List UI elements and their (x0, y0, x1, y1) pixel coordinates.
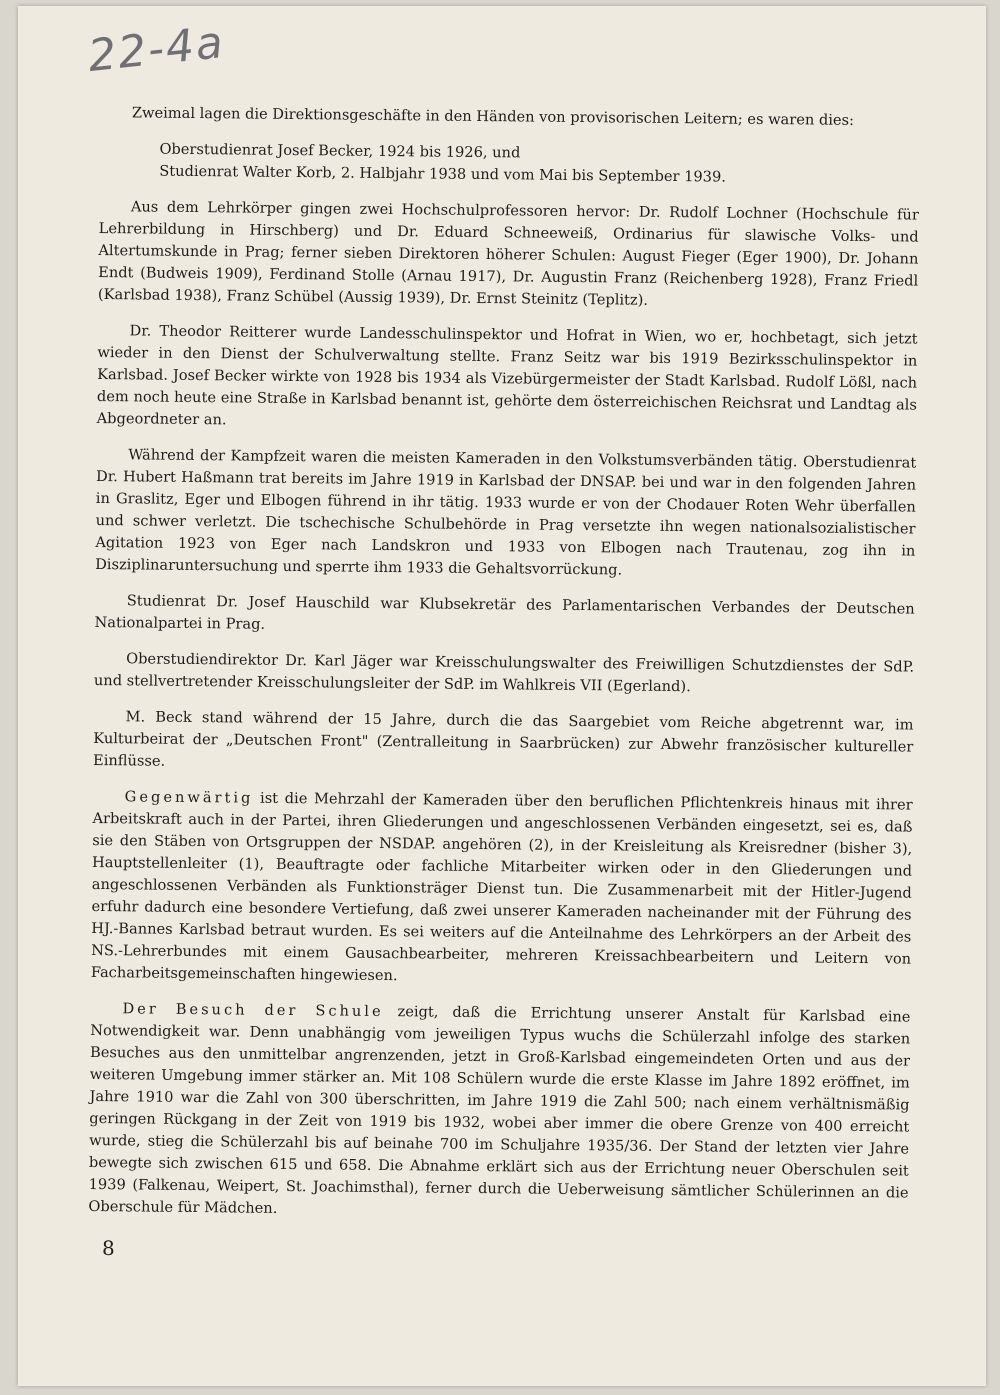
document-page (18, 6, 986, 1386)
paragraph-kampfzeit: Während der Kampfzeit waren die meisten Kameraden in den Volkstumsverbänden tätig. Oberstudienrat Dr. Hubert Haßmann trat bereits im Jahre 1919 in Karlsbad der DNSAP. bei und war in den folgenden Jahren in Graslitz, Eger und Elbogen führend in ihr tätig. 1933 wurde er von der Chodauer Roten Wehr überfallen und schwer verletzt. Die tschechische Schulbehörde in Prag versetzte ihn wegen nationalsozialistischer Agitation 1923 von Eger nach Landskron und 1933 von Elbogen nach Trautenau, zog ihn in Disziplinaruntersuchung und sperrte ihm 1933 die Gehaltsvorrückung. (95, 446, 917, 579)
handwritten-annotation: 22-4a (85, 16, 228, 83)
body-text (88, 102, 920, 1241)
paragraph-text: zeigt, daß die Errichtung unserer Anstalt für Karlsbad eine Notwendigkeit war. Denn unabhängig vom jeweiligen Typus wuchs die Schülerzahl infolge des starken Besuches aus den unmittelbar angrenzenden, jetzt in Groß-Karlsbad eingemeindeten Orten und aus der weiteren Umgebung immer stärker an. Mit 108 Schülern wurde die erste Klasse im Jahre 1892 eröffnet, im Jahre 1910 war die Zahl von 300 überschritten, im Jahre 1919 die Zahl 500; nach einem verhältnismäßig geringen Rückgang in der Zeit von 1919 bis 1932, wobei aber immer die obere Grenze von 400 erreicht wurde, stieg die Schülerzahl bis auf beinahe 700 im Schuljahre 1935/36. Der Stand der letzten vier Jahre bewegte sich zwischen 615 und 658. Die Abnahme erklärt sich aus der Errichtung neuer Oberschulen seit 1939 (Falkenau, Weipert, St. Joachimsthal), ferner durch die Ueberweisung sämtlicher Schülerinnen an die Oberschule für Mädchen. (88, 1003, 911, 1217)
list-item-korb: Studienrat Walter Korb, 2. Halbjahr 1938 und vom Mai bis September 1939. (159, 162, 727, 186)
paragraph-gegenwaertig (91, 786, 913, 993)
paragraph-professors: Aus dem Lehrkörper gingen zwei Hochschulprofessoren hervor: Dr. Rudolf Lochner (Hochschule für Lehrerbildung in Hirschberg) und Dr. Eduard Schneeweiß, Ordinarius für slawische Volks- und Altertumskunde in Prag; ferner sieben Direktoren höherer Schulen: August Fieger (Eger 1900), Dr. Johann Endt (Budweis 1909), Ferdinand Stolle (Arnau 1917), Dr. Augustin Franz (Reichenberg 1928), Franz Friedl (Karlsbad 1938), Franz Schübel (Aussig 1939), Dr. Ernst Steinitz (Teplitz). (97, 198, 919, 309)
spaced-lead-word: Gegenwärtig (124, 788, 254, 807)
paragraph-beck: M. Beck stand während der 15 Jahre, durch die das Saargebiet vom Reiche abgetrennt war, im Kulturbeirat der „Deutschen Front" (Zentralleitung in Saarbrücken) zur Abwehr französischer kultureller Einflüsse. (93, 708, 914, 770)
paragraph-jaeger: Oberstudiendirektor Dr. Karl Jäger war Kreisschulungswalter des Freiwilligen Schutzdienstes der SdP. und stellvertretender Kreisschulungsleiter der SdP. im Wahlkreis VII (Egerland). (93, 650, 915, 696)
paragraph-provisional-leaders: Zweimal lagen die Direktionsgeschäfte in den Händen von provisorischen Leitern; es waren dies: (131, 104, 855, 129)
spaced-lead-phrase: Der Besuch der Schule (122, 1000, 384, 1021)
paragraph-reitterer: Dr. Theodor Reitterer wurde Landesschulinspektor und Hofrat in Wien, wo er, hochbetagt, sich jetzt wieder in den Dienst der Schulverwaltung stellte. Franz Seitz war bis 1919 Bezirksschulinspektor in Karlsbad. Josef Becker wirkte von 1928 bis 1934 als Vizebürgermeister der Stadt Karlsbad. Rudolf Lößl, nach dem noch heute eine Straße in Karlsbad benannt ist, gehörte dem österreichischen Reichsrat und Landtag als Abgeordneter an. (96, 322, 918, 429)
page-number: 8 (102, 1236, 115, 1260)
paragraph-text: ist die Mehrzahl der Kameraden über den beruflichen Pflichtenkreis hinaus mit ihrer Arbeitskraft auch in der Partei, ihren Gliederungen und angeschlossenen Verbänden eingesetzt, sei es, daß sie den Stäben von Ortsgruppen der NSDAP. angehören (2), in der Kreisleitung als Kreisredner (bisher 3), Hauptstellenleiter (1), Beauftragte oder fachliche Mitarbeiter wirken oder in den Gliederungen und angeschlossenen Verbänden als Funktionsträger Dienst tun. Die Zusammenarbeit mit der Hitler-Jugend erfuhr dadurch eine besondere Vertiefung, daß zwei unserer Kameraden nacheinander mit der Führung des HJ.-Bannes Karlsbad betraut wurden. Es sei weiters auf die Anteilnahme des Lehrkörpers an der Arbeit des NS.-Lehrerbundes mit einem Gausachbearbeiter, mehreren Kreissachbearbeitern und Leitern von Facharbeitsgemeinschaften hingewiesen. (90, 789, 913, 985)
paragraph-besuch (88, 998, 910, 1227)
paragraph-hauschild: Studienrat Dr. Josef Hauschild war Klubsekretär des Parlamentarischen Verbandes der Deutschen Nationalpartei in Prag. (94, 592, 915, 633)
list-item-becker: Oberstudienrat Josef Becker, 1924 bis 1926, und (159, 140, 521, 162)
